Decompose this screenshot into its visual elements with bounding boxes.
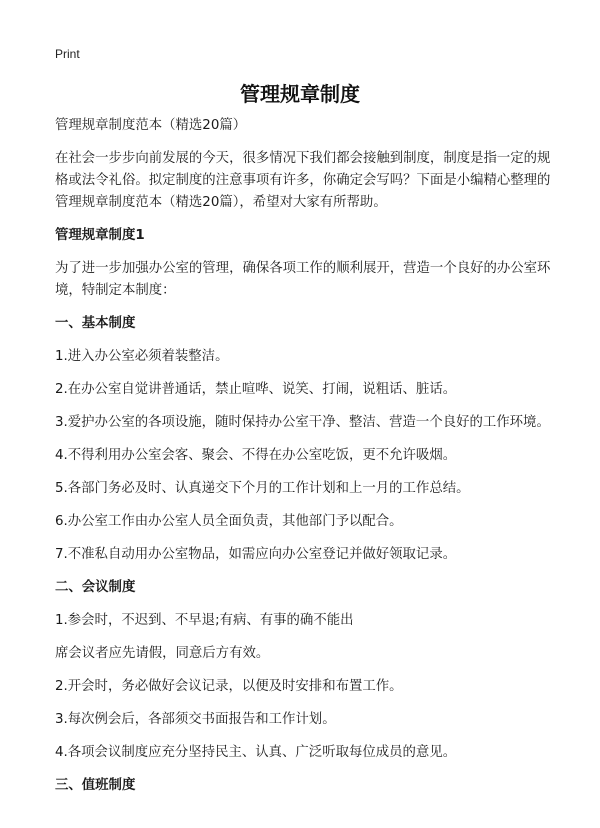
document-subtitle: 管理规章制度范本（精选20篇） xyxy=(55,118,247,133)
part-heading-basic: 一、基本制度 xyxy=(55,316,136,331)
list-item: 1.参会时，不迟到、不早退;有病、有事的确不能出 xyxy=(55,613,354,628)
list-item: 3.爱护办公室的各项设施，随时保持办公室干净、整洁、营造一个良好的工作环境。 xyxy=(55,415,550,430)
section-paragraph: 为了进一步加强办公室的管理，确保各项工作的顺利展开，营造一个良好的办公室环境，特制定本制度： xyxy=(55,261,551,298)
list-item: 1.进入办公室必须着装整洁。 xyxy=(55,349,229,364)
part-heading-duty: 三、值班制度 xyxy=(55,778,136,793)
list-item: 席会议者应先请假，同意后方有效。 xyxy=(55,646,270,661)
list-item: 3.每次例会后，各部须交书面报告和工作计划。 xyxy=(55,712,336,727)
document-body xyxy=(55,115,555,808)
list-item: 7.不准私自动用办公室物品，如需应向办公室登记并做好领取记录。 xyxy=(55,547,457,562)
list-item: 2.在办公室自觉讲普通话，禁止喧哗、说笑、打闹，说粗话、脏话。 xyxy=(55,382,457,397)
list-item: 2.开会时，务必做好会议记录，以便及时安排和布置工作。 xyxy=(55,679,403,694)
list-item: 4.不得利用办公室会客、聚会、不得在办公室吃饭，更不允许吸烟。 xyxy=(55,448,457,463)
intro-paragraph: 在社会一步步向前发展的今天，很多情况下我们都会接触到制度，制度是指一定的规格或法令礼俗。拟定制度的注意事项有许多，你确定会写吗？下面是小编精心整理的管理规章制度范本（精选20篇），希望对大家有所帮助。 xyxy=(55,151,551,210)
list-item: 6.办公室工作由办公室人员全面负责，其他部门予以配合。 xyxy=(55,514,403,529)
section-heading: 管理规章制度1 xyxy=(55,228,145,243)
list-item: 4.各项会议制度应充分坚持民主、认真、广泛听取每位成员的意见。 xyxy=(55,745,457,760)
print-link[interactable]: Print xyxy=(55,47,80,61)
page-title: 管理规章制度 xyxy=(240,82,360,106)
part-heading-meeting: 二、会议制度 xyxy=(55,580,136,595)
list-item: 5.各部门务必及时、认真递交下个月的工作计划和上一月的工作总结。 xyxy=(55,481,470,496)
